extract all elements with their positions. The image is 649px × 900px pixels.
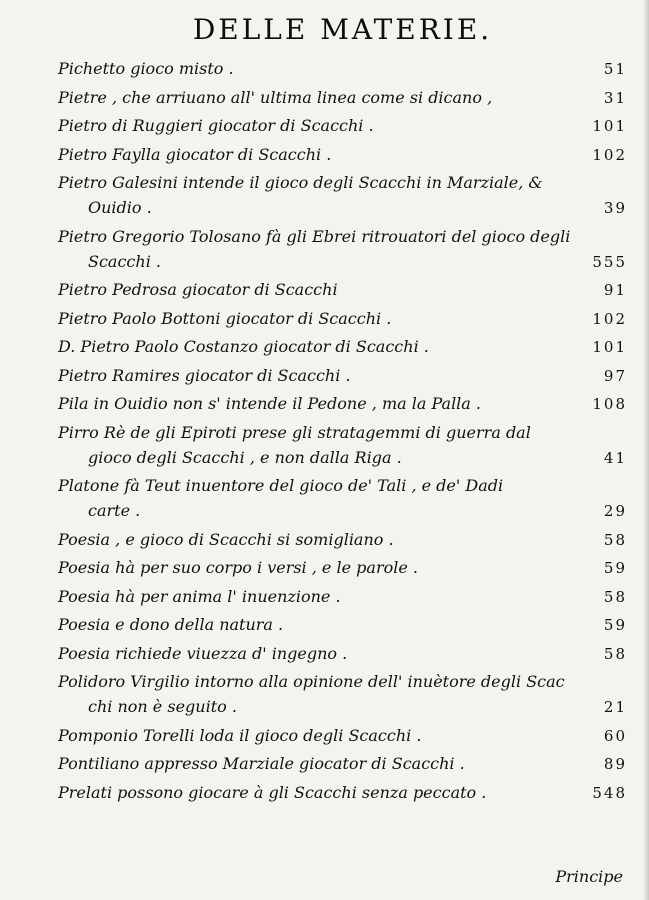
page-number: 102: [592, 145, 627, 164]
entry-text: Poesia hà per suo corpo i versi , e le parole .: [58, 558, 418, 577]
entry-line: [58, 557, 627, 578]
entry-text: gioco degli Scacchi , e non dalla Riga .: [88, 447, 402, 467]
index-entry: [58, 115, 627, 136]
page-number: 548: [592, 783, 627, 802]
page-number: 102: [592, 309, 627, 328]
entry-line: [58, 226, 627, 247]
index-entry: [58, 643, 627, 664]
entry-text: Poesia e dono della natura .: [58, 615, 284, 634]
entry-line: [58, 336, 627, 357]
index-entry: [58, 279, 627, 300]
index-entry: [58, 782, 627, 803]
index-entry: [58, 172, 627, 218]
page-number: 39: [603, 199, 627, 217]
entry-text: Pichetto gioco misto .: [58, 59, 234, 78]
entry-text: Poesia hà per anima l' inuenzione .: [58, 586, 341, 606]
entry-line: [58, 782, 627, 803]
entry-line: [58, 172, 627, 193]
entry-line: [58, 725, 627, 746]
entry-line: [58, 279, 627, 300]
entry-line: [58, 614, 627, 635]
index-entry: [58, 393, 627, 414]
entry-text: chi non è seguito .: [88, 697, 237, 716]
page-number: 31: [603, 88, 627, 107]
entry-text: Pietro Pedrosa giocator di Scacchi: [58, 280, 338, 299]
index-entry: [58, 529, 627, 550]
catchword: Principe: [555, 867, 623, 886]
page-number: 59: [603, 616, 627, 634]
entry-text: Pila in Ouidio non s' intende il Pedone , ma la Palla .: [58, 394, 482, 413]
entry-text: Pomponio Torelli loda il gioco degli Scacchi .: [58, 725, 422, 745]
entry-line: [58, 586, 627, 607]
entry-text: D. Pietro Paolo Costanzo giocator di Scacchi .: [58, 337, 429, 356]
entry-text: Pietre , che arriuano all' ultima linea come si dicano ,: [58, 87, 493, 107]
entry-line: [58, 115, 627, 136]
page-number: 21: [603, 698, 627, 716]
index-entry: [58, 144, 627, 165]
index-entry: [58, 753, 627, 774]
entry-text: Pietro Faylla giocator di Scacchi .: [58, 144, 332, 164]
entry-text: carte .: [88, 501, 141, 520]
page-number: 41: [603, 448, 627, 467]
page-number: 60: [603, 726, 627, 745]
entry-continuation-line: [58, 500, 627, 521]
index-entry: [58, 614, 627, 635]
page-number: 89: [603, 755, 627, 773]
page-number: 555: [592, 252, 627, 271]
index-entry: [58, 671, 627, 717]
index-entry: [58, 308, 627, 329]
index-entry: [58, 475, 627, 521]
entry-line: [58, 365, 627, 386]
entry-text: Pietro Gregorio Tolosano fà gli Ebrei ritrouatori del gioco degli: [58, 226, 571, 246]
entry-continuation-line: [58, 696, 627, 717]
entry-text: Polidoro Virgilio intorno alla opinione dell' inuètore degli Scac: [58, 672, 565, 691]
index-entries: [58, 58, 627, 803]
entry-line: [58, 87, 627, 108]
entry-line: [58, 393, 627, 414]
page-number: 101: [592, 338, 627, 356]
page-number: 59: [603, 559, 627, 577]
entry-text: Pietro Galesini intende il gioco degli Scacchi in Marziale, &: [58, 173, 543, 192]
entry-line: [58, 529, 627, 550]
index-entry: [58, 557, 627, 578]
entry-line: [58, 671, 627, 692]
entry-line: [58, 643, 627, 664]
entry-continuation-line: [58, 251, 627, 272]
page-number: 101: [592, 117, 627, 135]
entry-text: Platone fà Teut inuentore del gioco de' Tali , e de' Dadi: [58, 476, 504, 495]
entry-text: Pontiliano appresso Marziale giocator di Scacchi .: [58, 754, 465, 773]
page-number: 58: [603, 530, 627, 549]
entry-line: [58, 422, 627, 443]
entry-continuation-line: [58, 447, 627, 468]
page-number: 108: [592, 395, 627, 413]
entry-text: Prelati possono giocare à gli Scacchi senza peccato .: [58, 782, 487, 802]
entry-line: [58, 753, 627, 774]
page-number: 58: [603, 644, 627, 663]
entry-line: [58, 308, 627, 329]
entry-text: Pirro Rè de gli Epiroti prese gli stratagemmi di guerra dal: [58, 422, 531, 442]
entry-text: Poesia richiede viuezza d' ingegno .: [58, 643, 348, 663]
entry-text: Pietro Ramires giocator di Scacchi .: [58, 365, 351, 385]
page-number: 51: [603, 60, 627, 78]
entry-text: Pietro Paolo Bottoni giocator di Scacchi .: [58, 308, 392, 328]
entry-line: [58, 144, 627, 165]
index-entry: [58, 586, 627, 607]
index-entry: [58, 365, 627, 386]
entry-text: Poesia , e gioco di Scacchi si somigliano .: [58, 529, 394, 549]
index-entry: [58, 422, 627, 468]
page-number: 91: [603, 281, 627, 299]
index-entry: [58, 725, 627, 746]
page-number: 29: [603, 502, 627, 520]
entry-text: Pietro di Ruggieri giocator di Scacchi .: [58, 116, 374, 135]
page-edge-shadow: [643, 0, 649, 900]
page-number: 58: [603, 587, 627, 606]
index-entry: [58, 87, 627, 108]
page-header: DELLE MATERIE.: [192, 13, 493, 46]
entry-text: Ouidio .: [88, 198, 152, 217]
index-entry: [58, 58, 627, 79]
entry-text: Scacchi .: [88, 251, 161, 271]
entry-line: [58, 58, 627, 79]
entry-continuation-line: [58, 197, 627, 218]
page-number: 97: [603, 366, 627, 385]
entry-line: [58, 475, 627, 496]
index-entry: [58, 226, 627, 272]
index-entry: [58, 336, 627, 357]
